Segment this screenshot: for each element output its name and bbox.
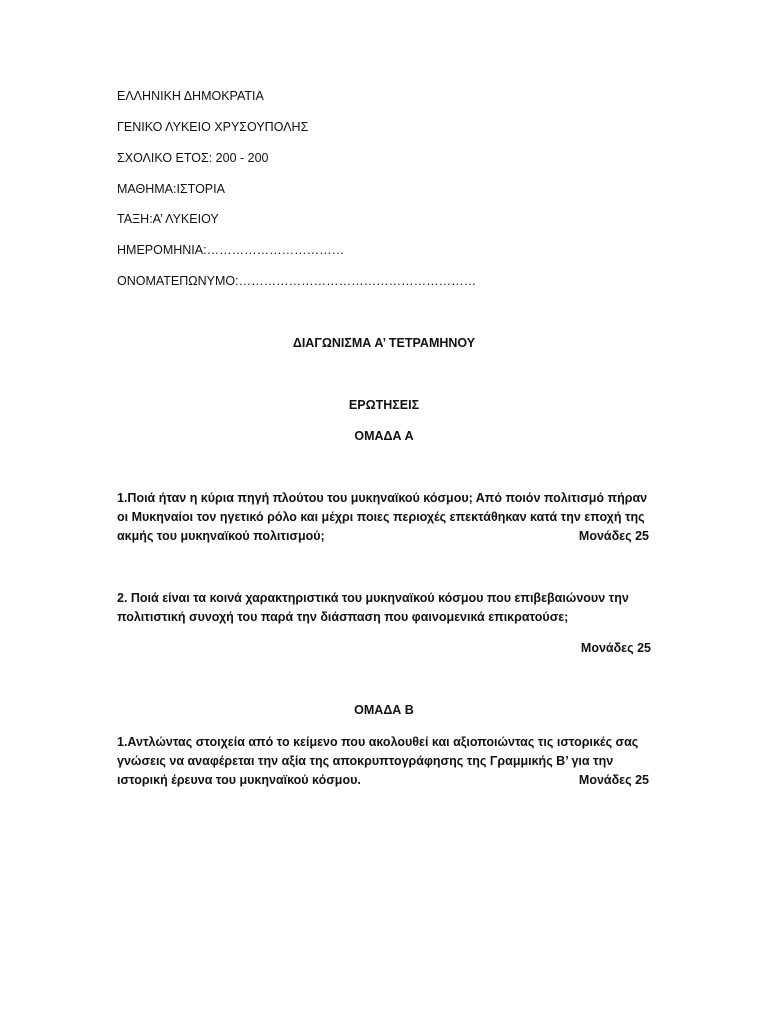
group-a-question-2 [117,589,651,627]
exam-title: ΔΙΑΓΩΝΙΣΜΑ Α’ ΤΕΤΡΑΜΗΝΟΥ [292,336,476,350]
points-label: Μονάδες 25 [580,641,651,655]
group-a-title: ΟΜΑΔΑ Α [354,429,414,443]
question-line: ιστορική έρευνα του μυκηναϊκού κόσμου. [117,773,361,787]
question-line: 1.Αντλώντας στοιχεία από το κείμενο που ακολουθεί και αξιοποιώντας τις ιστορικές σας [117,735,639,749]
question-line-with-points [117,771,651,790]
header-class: ΤΑΞΗ:Α’ ΛΥΚΕΙΟΥ [117,212,219,226]
question-line: γνώσεις να αναφέρεται την αξία της αποκρυπτογράφησης της Γραμμικής Β’ για την [117,754,614,768]
question-line: 1.Ποιά ήταν η κύρια πηγή πλούτου του μυκηναϊκού κόσμου; Από ποιόν πολιτισμό πήραν [117,491,648,505]
question-line: ακμής του μυκηναϊκού πολιτισμού; [117,529,325,543]
header-school: ΓΕΝΙΚΟ ΛΥΚΕΙΟ ΧΡΥΣΟΥΠΟΛΗΣ [117,120,309,134]
question-line: οι Μυκηναίοι τον ηγετικό ρόλο και μέχρι ποιες περιοχές επεκτάθηκαν κατά την εποχή της [117,510,645,524]
header-republic: ΕΛΛΗΝΙΚΗ ΔΗΜΟΚΡΑΤΙΑ [117,89,264,103]
points-label: Μονάδες 25 [578,529,649,543]
header-date-field: ΗΜΕΡΟΜΗΝΙΑ:…………………………… [117,243,345,257]
header-subject: ΜΑΘΗΜΑ:ΙΣΤΟΡΙΑ [117,182,225,196]
group-b-title: ΟΜΑΔΑ Β [354,703,414,717]
group-a-question-1 [117,489,651,546]
header-school-year: ΣΧΟΛΙΚΟ ΕΤΟΣ: 200 - 200 [117,151,269,165]
header-name-field: ΟΝΟΜΑΤΕΠΩΝΥΜΟ:………………………………………………… [117,274,477,288]
question-line: πολιτιστική συνοχή του παρά την διάσπαση που φαινομενικά επικρατούσε; [117,610,569,624]
questions-heading: ΕΡΩΤΗΣΕΙΣ [348,398,420,412]
points-label: Μονάδες 25 [578,773,649,787]
question-line-with-points [117,527,651,546]
group-b-question-1 [117,733,651,790]
question-line: 2. Ποιά είναι τα κοινά χαρακτηριστικά του μυκηναϊκού κόσμου που επιβεβαιώνουν την [117,591,629,605]
